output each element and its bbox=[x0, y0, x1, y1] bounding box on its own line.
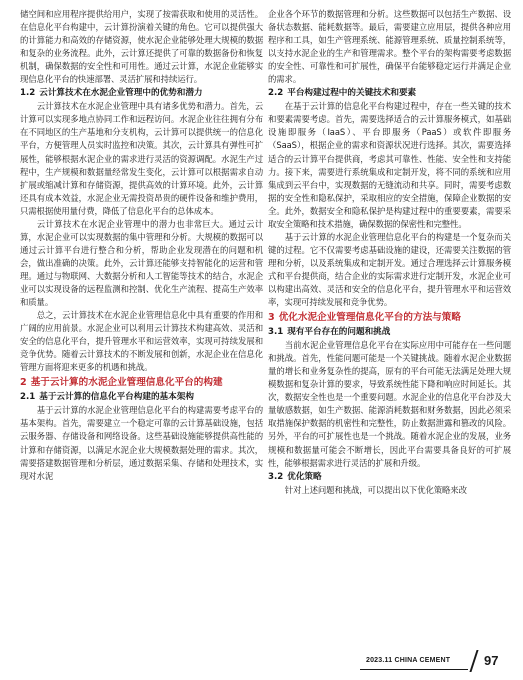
heading-number: 3.1 bbox=[268, 327, 284, 338]
heading-number: 2 bbox=[20, 377, 27, 389]
heading-text: 基于云计算的水泥企业管理信息化平台的构建 bbox=[30, 377, 223, 389]
heading-number: 2.1 bbox=[20, 392, 36, 403]
paragraph: 在基于云计算的信息化平台构建过程中，存在一些关键的技术和要素需要考虑。首先，需要选择适合的云计算服务模式，如基础设施即服务（IaaS）、平台即服务（PaaS）或软件即服务（SaaS），根据企业的需求和资源状况进行选择。其次，需要选择适合的云计算平台提供商，考虑其可靠性、性能、安全性和支持能力。接下来，需要进行系统集成和定制开发，将不同的系统和应用集成到云平台中，实现数据的无缝流动和共享。同时，需要考虑数据的安全性和隐私保护，采取相应的安全措施，保障企业数据的安全。此外，数据安全和隐私保护是构建过程中的重要要素，需要采取安全策略和技术措施，确保数据的保密性和完整性。 bbox=[268, 101, 511, 229]
heading-number: 2.2 bbox=[268, 88, 284, 99]
heading-text: 基于云计算的信息化平台构建的基本架构 bbox=[39, 392, 194, 403]
journal-issue: 2023.11 CHINA CEMENT bbox=[366, 657, 451, 664]
subsection-heading bbox=[268, 87, 511, 100]
heading-number: 1.2 bbox=[20, 88, 36, 99]
heading-number: 3 bbox=[268, 312, 275, 324]
heading-text: 现有平台存在的问题和挑战 bbox=[287, 327, 391, 338]
section-heading bbox=[268, 311, 511, 325]
heading-number: 3.2 bbox=[268, 471, 284, 482]
footer-slash-divider bbox=[469, 650, 478, 672]
paragraph: 企业各个环节的数据管理和分析。这些数据可以包括生产数据、设备状态数据、能耗数据等。最后，需要建立应用层，提供各种应用程序和工具，如生产管理系统、能源管理系统、质量控制系统等，以支持水泥企业的生产和管理需求。整个平台的架构需要考虑数据的安全性、可靠性和可扩展性，确保平台能够稳定运行并满足企业的需求。 bbox=[268, 9, 511, 85]
heading-text: 平台构建过程中的关键技术和要素 bbox=[287, 88, 417, 99]
heading-text: 优化水泥企业管理信息化平台的方法与策略 bbox=[278, 312, 461, 324]
section-heading bbox=[20, 376, 263, 390]
subsection-heading bbox=[268, 471, 511, 484]
footer-rule bbox=[360, 669, 468, 670]
paragraph: 基于云计算的水泥企业管理信息化平台的构建是一个复杂而关键的过程。它不仅需要考虑基础设施的建设，还需要关注数据的管理和分析，以及系统集成和定制开发。通过合理选择云计算服务模式和平台提供商，结合企业的实际需求进行定制开发，水泥企业可以构建出高效、灵活和安全的信息化平台，提升管理水平和运营效率，实现可持续发展和竞争优势。 bbox=[268, 231, 511, 308]
paragraph: 基于云计算的水泥企业管理信息化平台的构建需要考虑平台的基本架构。首先，需要建立一个稳定可靠的云计算基础设施，包括云服务器、存储设备和网络设备。这些基础设施能够提供高性能的计算和存储资源，以满足水泥企业大规模数据处理的需求。其次，需要搭建数据管理和分析层，通过数据采集、存储和处理技术，实现对水泥 bbox=[20, 405, 263, 481]
paragraph: 云计算技术在水泥企业管理中具有诸多优势和潜力。首先，云计算可以实现多地点协同工作和远程访问。水泥企业往往拥有分布在不同地区的生产基地和分支机构，云计算可以提供统一的信息化平台，方便管理人员实时监控和决策。其次，云计算具有弹性可扩展性，能够根据水泥企业的需求进行灵活的资源调配。水泥生产过程中，生产规模和数据量经常发生变化，云计算可以根据需求自动扩展或缩减计算和存储资源，提供高效的计算环境。此外，云计算还具有成本效益，水泥企业无需投资昂贵的硬件设备和维护费用，只需根据使用量付费，降低了信息化平台的总体成本。 bbox=[20, 101, 263, 216]
right-column bbox=[268, 8, 511, 497]
paragraph: 云计算技术在水泥企业管理中的潜力也非常巨大。通过云计算，水泥企业可以实现数据的集中管理和分析。大规模的数据可以通过云计算平台进行整合和分析，帮助企业发现潜在的问题和机会，做出准确的决策。此外，云计算还能够支持智能化的运营和管理。通过与物联网、大数据分析和人工智能等技术的结合，水泥企业可以实现设备的远程监测和控制、优化生产流程、提高生产效率和质量。 bbox=[20, 218, 263, 308]
paragraph: 针对上述问题和挑战，可以提出以下优化策略来改 bbox=[284, 484, 467, 495]
page-footer bbox=[360, 650, 510, 674]
subsection-heading bbox=[20, 87, 263, 100]
paragraph: 储空间和应用程序提供给用户，实现了按需获取和使用的灵活性。在信息化平台构建中，云计算扮演着关键的角色。它可以提供强大的计算能力和高效的存储资源，使水泥企业能够处理大规模的数据和复杂的业务流程。此外，云计算还提供了可靠的数据备份和恢复机制，确保数据的安全性和可用性。通过云计算，水泥企业能够实现信息化平台的快速部署、灵活扩展和持续运行。 bbox=[20, 9, 263, 85]
subsection-heading bbox=[268, 326, 511, 339]
paragraph: 当前水泥企业管理信息化平台在实际应用中可能存在一些问题和挑战。首先，性能问题可能是一个关键挑战。随着水泥企业数据量的增长和业务复杂性的提高，原有的平台可能无法满足处理大规模数据和复杂计算的要求，导致系统性能下降和响应时间延长。其次，数据安全性也是一个重要问题。水泥企业的信息化平台涉及大量敏感数据，如生产数据、能源消耗数据和财务数据，因此必须采取措施保护数据的机密性和完整性，防止数据泄露和篡改的风险。另外，平台的可扩展性也是一个挑战。随着水泥企业的发展，业务规模和数据量可能会不断增长，因此平台需要具备良好的可扩展性，能够根据需求进行灵活的扩展和升级。 bbox=[268, 340, 511, 468]
page-number: 97 bbox=[484, 653, 499, 668]
heading-text: 优化策略 bbox=[287, 471, 322, 482]
subsection-heading bbox=[20, 391, 263, 404]
paragraph: 总之，云计算技术在水泥企业管理信息化中具有重要的作用和广阔的应用前景。水泥企业可以利用云计算技术构建高效、灵活和安全的信息化平台，提升管理水平和运营效率，实现可持续发展和竞争优势。随着云计算技术的不断发展和创新，水泥企业在信息化管理方面将迎来更多的机遇和挑战。 bbox=[20, 310, 263, 373]
left-column bbox=[20, 8, 263, 483]
heading-text: 云计算技术在水泥企业管理中的优势和潜力 bbox=[39, 88, 203, 99]
